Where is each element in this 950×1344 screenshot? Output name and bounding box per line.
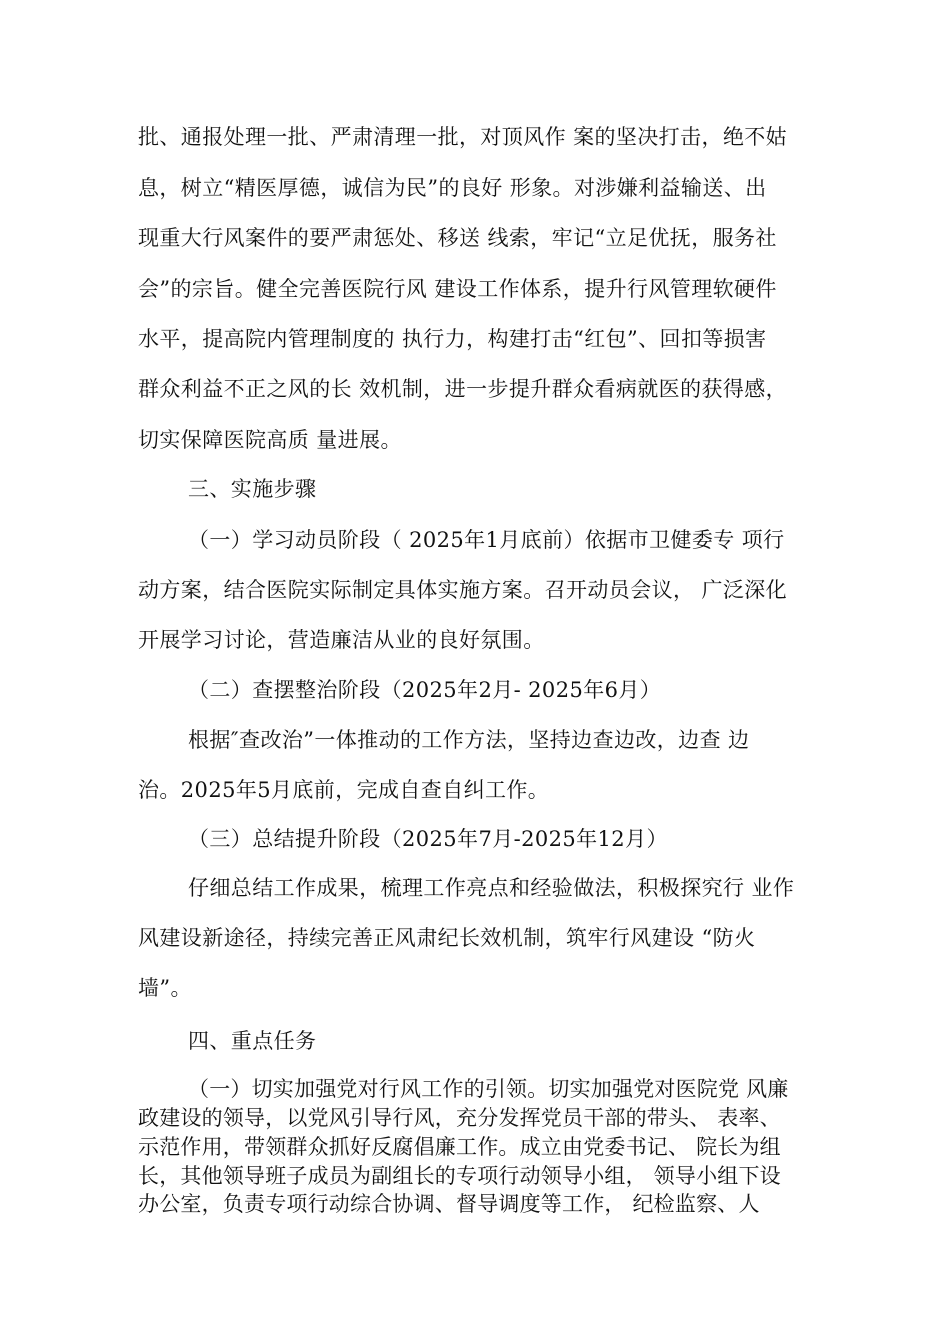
text-line: 批、通报处理一批、严肃清理一批，对顶风作 案的坚决打击，绝不姑: [138, 125, 788, 149]
subsection-heading: （一）学习动员阶段（ 2025年1月底前）依据市卫健委专 项行: [188, 528, 785, 552]
subsection-heading: （二）查摆整治阶段（2025年2月- 2025年6月）: [188, 678, 662, 702]
text-line: 办公室，负责专项行动综合协调、督导调度等工作， 纪检监察、人: [138, 1192, 760, 1216]
text-line: 开展学习讨论，营造廉洁从业的良好氛围。: [138, 628, 545, 652]
section-heading: 四、重点任务: [188, 1029, 317, 1053]
text-line: 示范作用，带领群众抓好反腐倡廉工作。成立由党委书记、 院长为组: [138, 1135, 781, 1159]
text-line: 仔细总结工作成果，梳理工作亮点和经验做法，积极探究行 业作: [188, 876, 795, 900]
text-line: 风建设新途径，持续完善正风肃纪长效机制，筑牢行风建设 “防火: [138, 926, 756, 950]
subsection-heading: （三）总结提升阶段（2025年7月-2025年12月）: [188, 827, 668, 851]
text-line: 会”的宗旨。健全完善医院行风 建设工作体系，提升行风管理软硬件: [138, 277, 777, 301]
text-line: 政建设的领导，以党风引导行风，充分发挥党员干部的带头、 表率、: [138, 1106, 781, 1130]
section-heading: 三、实施步骤: [188, 477, 317, 501]
text-line: 水平，提高院内管理制度的 执行力，构建打击“红包”、回扣等损害: [138, 327, 767, 351]
text-line: 长，其他领导班子成员为副组长的专项行动领导小组， 领导小组下设: [138, 1164, 781, 1188]
text-line: 动方案，结合医院实际制定具体实施方案。召开动员会议， 广泛深化: [138, 578, 788, 602]
text-line: 现重大行风案件的要严肃惩处、移送 线索，牢记“立足优抚，服务社: [138, 226, 777, 250]
text-line: 根据″查改治”一体推动的工作方法，坚持边查边改，边查 边: [188, 728, 750, 752]
text-line: 群众利益不正之风的长 效机制，进一步提升群众看病就医的获得感，: [138, 377, 788, 401]
text-line: 切实保障医院高质 量进展。: [138, 428, 402, 452]
text-line: 治。2025年5月底前，完成自查自纠工作。: [138, 778, 550, 802]
text-line: 息，树立“精医厚德，诚信为民”的良好 形象。对涉嫌利益输送、出: [138, 176, 767, 200]
text-line: 墙”。: [138, 976, 192, 1000]
subsection-heading: （一）切实加强党对行风工作的引领。切实加强党对医院党 风廉: [188, 1077, 789, 1101]
